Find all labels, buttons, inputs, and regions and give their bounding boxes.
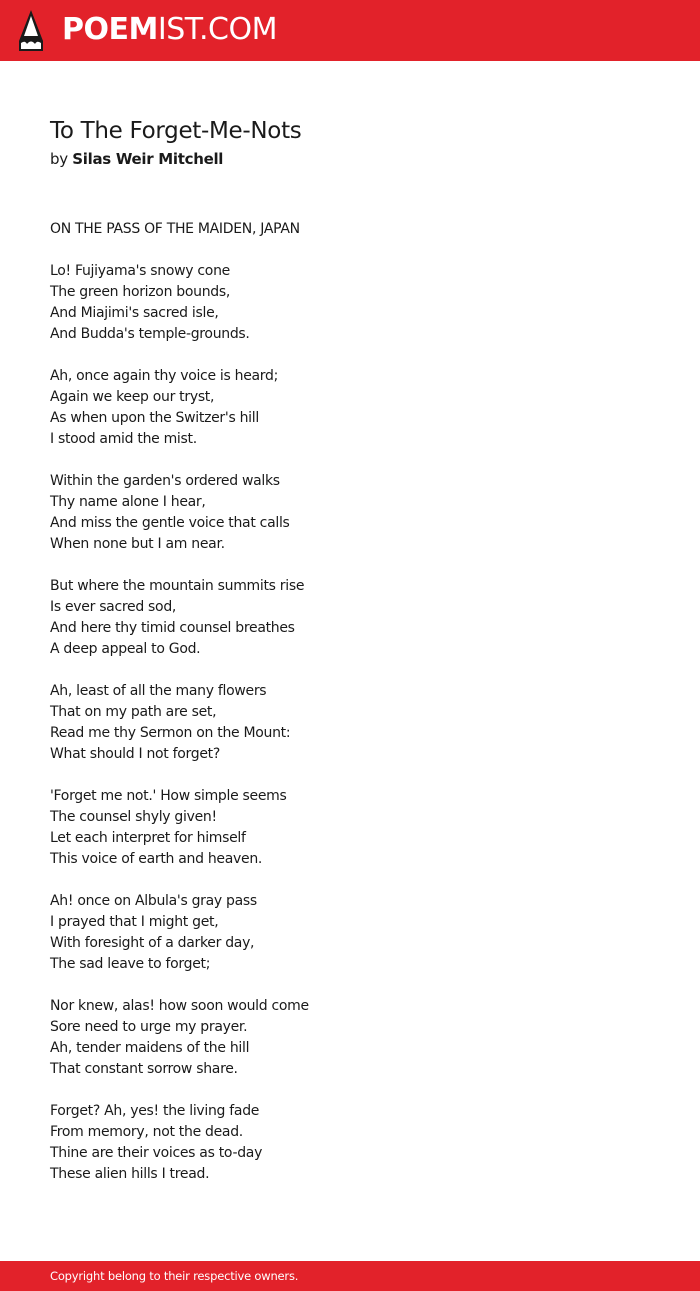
copyright-text: Copyright belong to their respective owners. <box>50 1269 299 1283</box>
poem-line: 'Forget me not.' How simple seems <box>50 788 287 804</box>
poem-title: To The Forget-Me-Nots <box>50 118 302 144</box>
poem-line: When none but I am near. <box>50 536 225 552</box>
poem-line: And miss the gentle voice that calls <box>50 515 290 531</box>
poem-line: Within the garden's ordered walks <box>50 473 280 489</box>
poem-byline <box>50 149 223 169</box>
poem-line: I stood amid the mist. <box>50 431 197 447</box>
poem-line: I prayed that I might get, <box>50 914 219 930</box>
poem-line: A deep appeal to God. <box>50 641 201 657</box>
poem-line: From memory, not the dead. <box>50 1124 243 1140</box>
stanza-break <box>50 975 650 996</box>
by-label: by <box>50 150 68 168</box>
pencil-icon[interactable] <box>17 10 45 52</box>
stanza-break <box>50 660 650 681</box>
poem-line: Thine are their voices as to-day <box>50 1145 263 1161</box>
poem-body <box>50 219 650 1185</box>
poem-line: Thy name alone I hear, <box>50 494 206 510</box>
poem-line: With foresight of a darker day, <box>50 935 255 951</box>
stanza-break <box>50 555 650 576</box>
poem-line: Nor knew, alas! how soon would come <box>50 998 309 1014</box>
stanza-break <box>50 240 650 261</box>
poem-line: And Budda's temple-grounds. <box>50 326 250 342</box>
stanza-break <box>50 1080 650 1101</box>
poem-line: That constant sorrow share. <box>50 1061 238 1077</box>
poem-line: And Miajimi's sacred isle, <box>50 305 219 321</box>
poem-line: Ah, least of all the many flowers <box>50 683 267 699</box>
poem-line: Ah, once again thy voice is heard; <box>50 368 279 384</box>
poem-line: Is ever sacred sod, <box>50 599 177 615</box>
poem-line: Again we keep our tryst, <box>50 389 215 405</box>
poem-line: Let each interpret for himself <box>50 830 246 846</box>
site-logo[interactable] <box>62 11 277 49</box>
poem-line: As when upon the Switzer's hill <box>50 410 259 426</box>
poem-line: The green horizon bounds, <box>50 284 231 300</box>
stanza-break <box>50 765 650 786</box>
poem-line: The sad leave to forget; <box>50 956 211 972</box>
poem-line: That on my path are set, <box>50 704 217 720</box>
poem-line: But where the mountain summits rise <box>50 578 305 594</box>
poem-line: Read me thy Sermon on the Mount: <box>50 725 291 741</box>
logo-bold-text: POEM <box>62 12 158 47</box>
logo-light-text: IST.COM <box>157 12 277 47</box>
site-footer <box>0 1261 700 1291</box>
poem-line: ON THE PASS OF THE MAIDEN, JAPAN <box>50 221 300 237</box>
poem-line: The counsel shyly given! <box>50 809 217 825</box>
stanza-break <box>50 450 650 471</box>
poem-author: Silas Weir Mitchell <box>72 150 224 168</box>
poem-line: Ah, tender maidens of the hill <box>50 1040 250 1056</box>
poem-line: Lo! Fujiyama's snowy cone <box>50 263 230 279</box>
site-header <box>0 0 700 61</box>
poem-line: This voice of earth and heaven. <box>50 851 263 867</box>
poem-line: These alien hills I tread. <box>50 1166 210 1182</box>
poem-line: And here thy timid counsel breathes <box>50 620 295 636</box>
stanza-break <box>50 345 650 366</box>
poem-line: Sore need to urge my prayer. <box>50 1019 248 1035</box>
poem-line: Ah! once on Albula's gray pass <box>50 893 257 909</box>
poem-line: What should I not forget? <box>50 746 220 762</box>
stanza-break <box>50 870 650 891</box>
poem-line: Forget? Ah, yes! the living fade <box>50 1103 260 1119</box>
